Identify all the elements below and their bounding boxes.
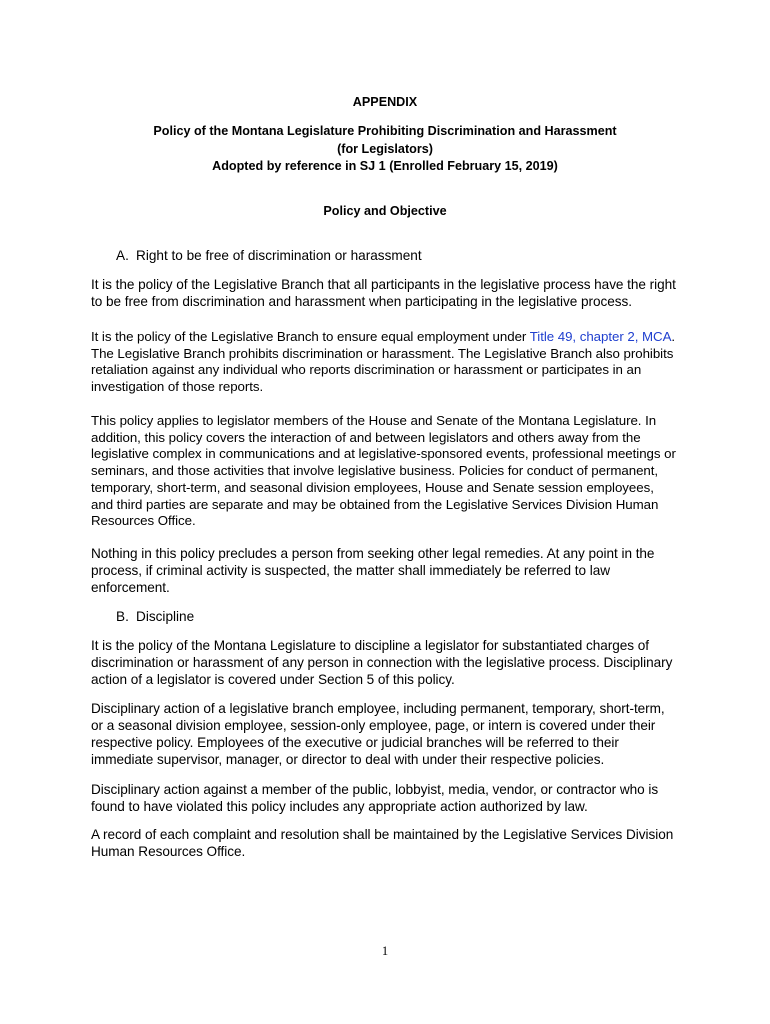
section-a-heading-text: Right to be free of discrimination or harassment <box>136 248 422 263</box>
section-a-paragraph-2 <box>91 329 679 396</box>
section-b-paragraph-3: Disciplinary action against a member of the public, lobbyist, media, vendor, or contractor who is found to have violated this policy includes any appropriate action authorized by law. <box>91 782 659 814</box>
policy-title-line-2: (for Legislators) <box>337 142 433 156</box>
section-b-paragraph-1: It is the policy of the Montana Legislature to discipline a legislator for substantiated charges of discrimination or harassment of any person in connection with the legislative process. Disciplinary action of a legislator is covered under Section 5 of this policy. <box>91 638 673 687</box>
title-49-chapter-2-link[interactable]: Title 49, chapter 2, MCA <box>529 329 672 344</box>
section-b-heading-text: Discipline <box>136 609 195 624</box>
section-a-paragraph-4: Nothing in this policy precludes a person from seeking other legal remedies. At any point in the process, if criminal activity is suspected, the matter shall immediately be referred to law enforcement. <box>91 546 655 595</box>
appendix-label: APPENDIX <box>352 95 418 109</box>
section-b-paragraph-4: A record of each complaint and resolution shall be maintained by the Legislative Services Division Human Resources Office. <box>91 827 674 859</box>
section-title: Policy and Objective <box>323 204 447 218</box>
section-a-paragraph-3: This policy applies to legislator members of the House and Senate of the Montana Legislature. In addition, this policy covers the interaction of and between legislators and others away from the legislative complex in communications and at legislative-sponsored events, professional meetings or seminars, and those activities that involve legislative business. Policies for conduct of permanent, temporary, short-term, and seasonal division employees, House and Senate session employees, and third parties are separate and may be obtained from the Legislative Services Division Human Resources Office. <box>91 413 676 529</box>
section-a-paragraph-2-text-end: . The Legislative Branch prohibits discrimination or harassment. The Legislative Branch also prohibits retaliation against any individual who reports discrimination or harassment or participates in an investigation of those reports. <box>91 329 676 395</box>
policy-title-line-1: Policy of the Montana Legislature Prohibiting Discrimination and Harassment <box>153 124 617 138</box>
section-b-paragraph-2: Disciplinary action of a legislative branch employee, including permanent, temporary, short-term, or a seasonal division employee, session-only employee, page, or intern is covered under their respective policy. Employees of the executive or judicial branches will be referred to their immediate supervisor, manager, or director to deal with under their respective policies. <box>91 701 665 767</box>
policy-title-line-3: Adopted by reference in SJ 1 (Enrolled February 15, 2019) <box>212 159 558 173</box>
section-a-heading <box>116 247 422 265</box>
section-b-heading <box>116 608 194 626</box>
section-a-letter: A. <box>116 248 129 263</box>
page-number: 1 <box>381 944 389 958</box>
section-a-paragraph-2-text-start: It is the policy of the Legislative Branch to ensure equal employment under <box>91 329 530 344</box>
section-b-letter: B. <box>116 609 129 624</box>
section-a-paragraph-1: It is the policy of the Legislative Branch that all participants in the legislative process have the right to be free from discrimination and harassment when participating in the legislative process. <box>91 277 676 309</box>
